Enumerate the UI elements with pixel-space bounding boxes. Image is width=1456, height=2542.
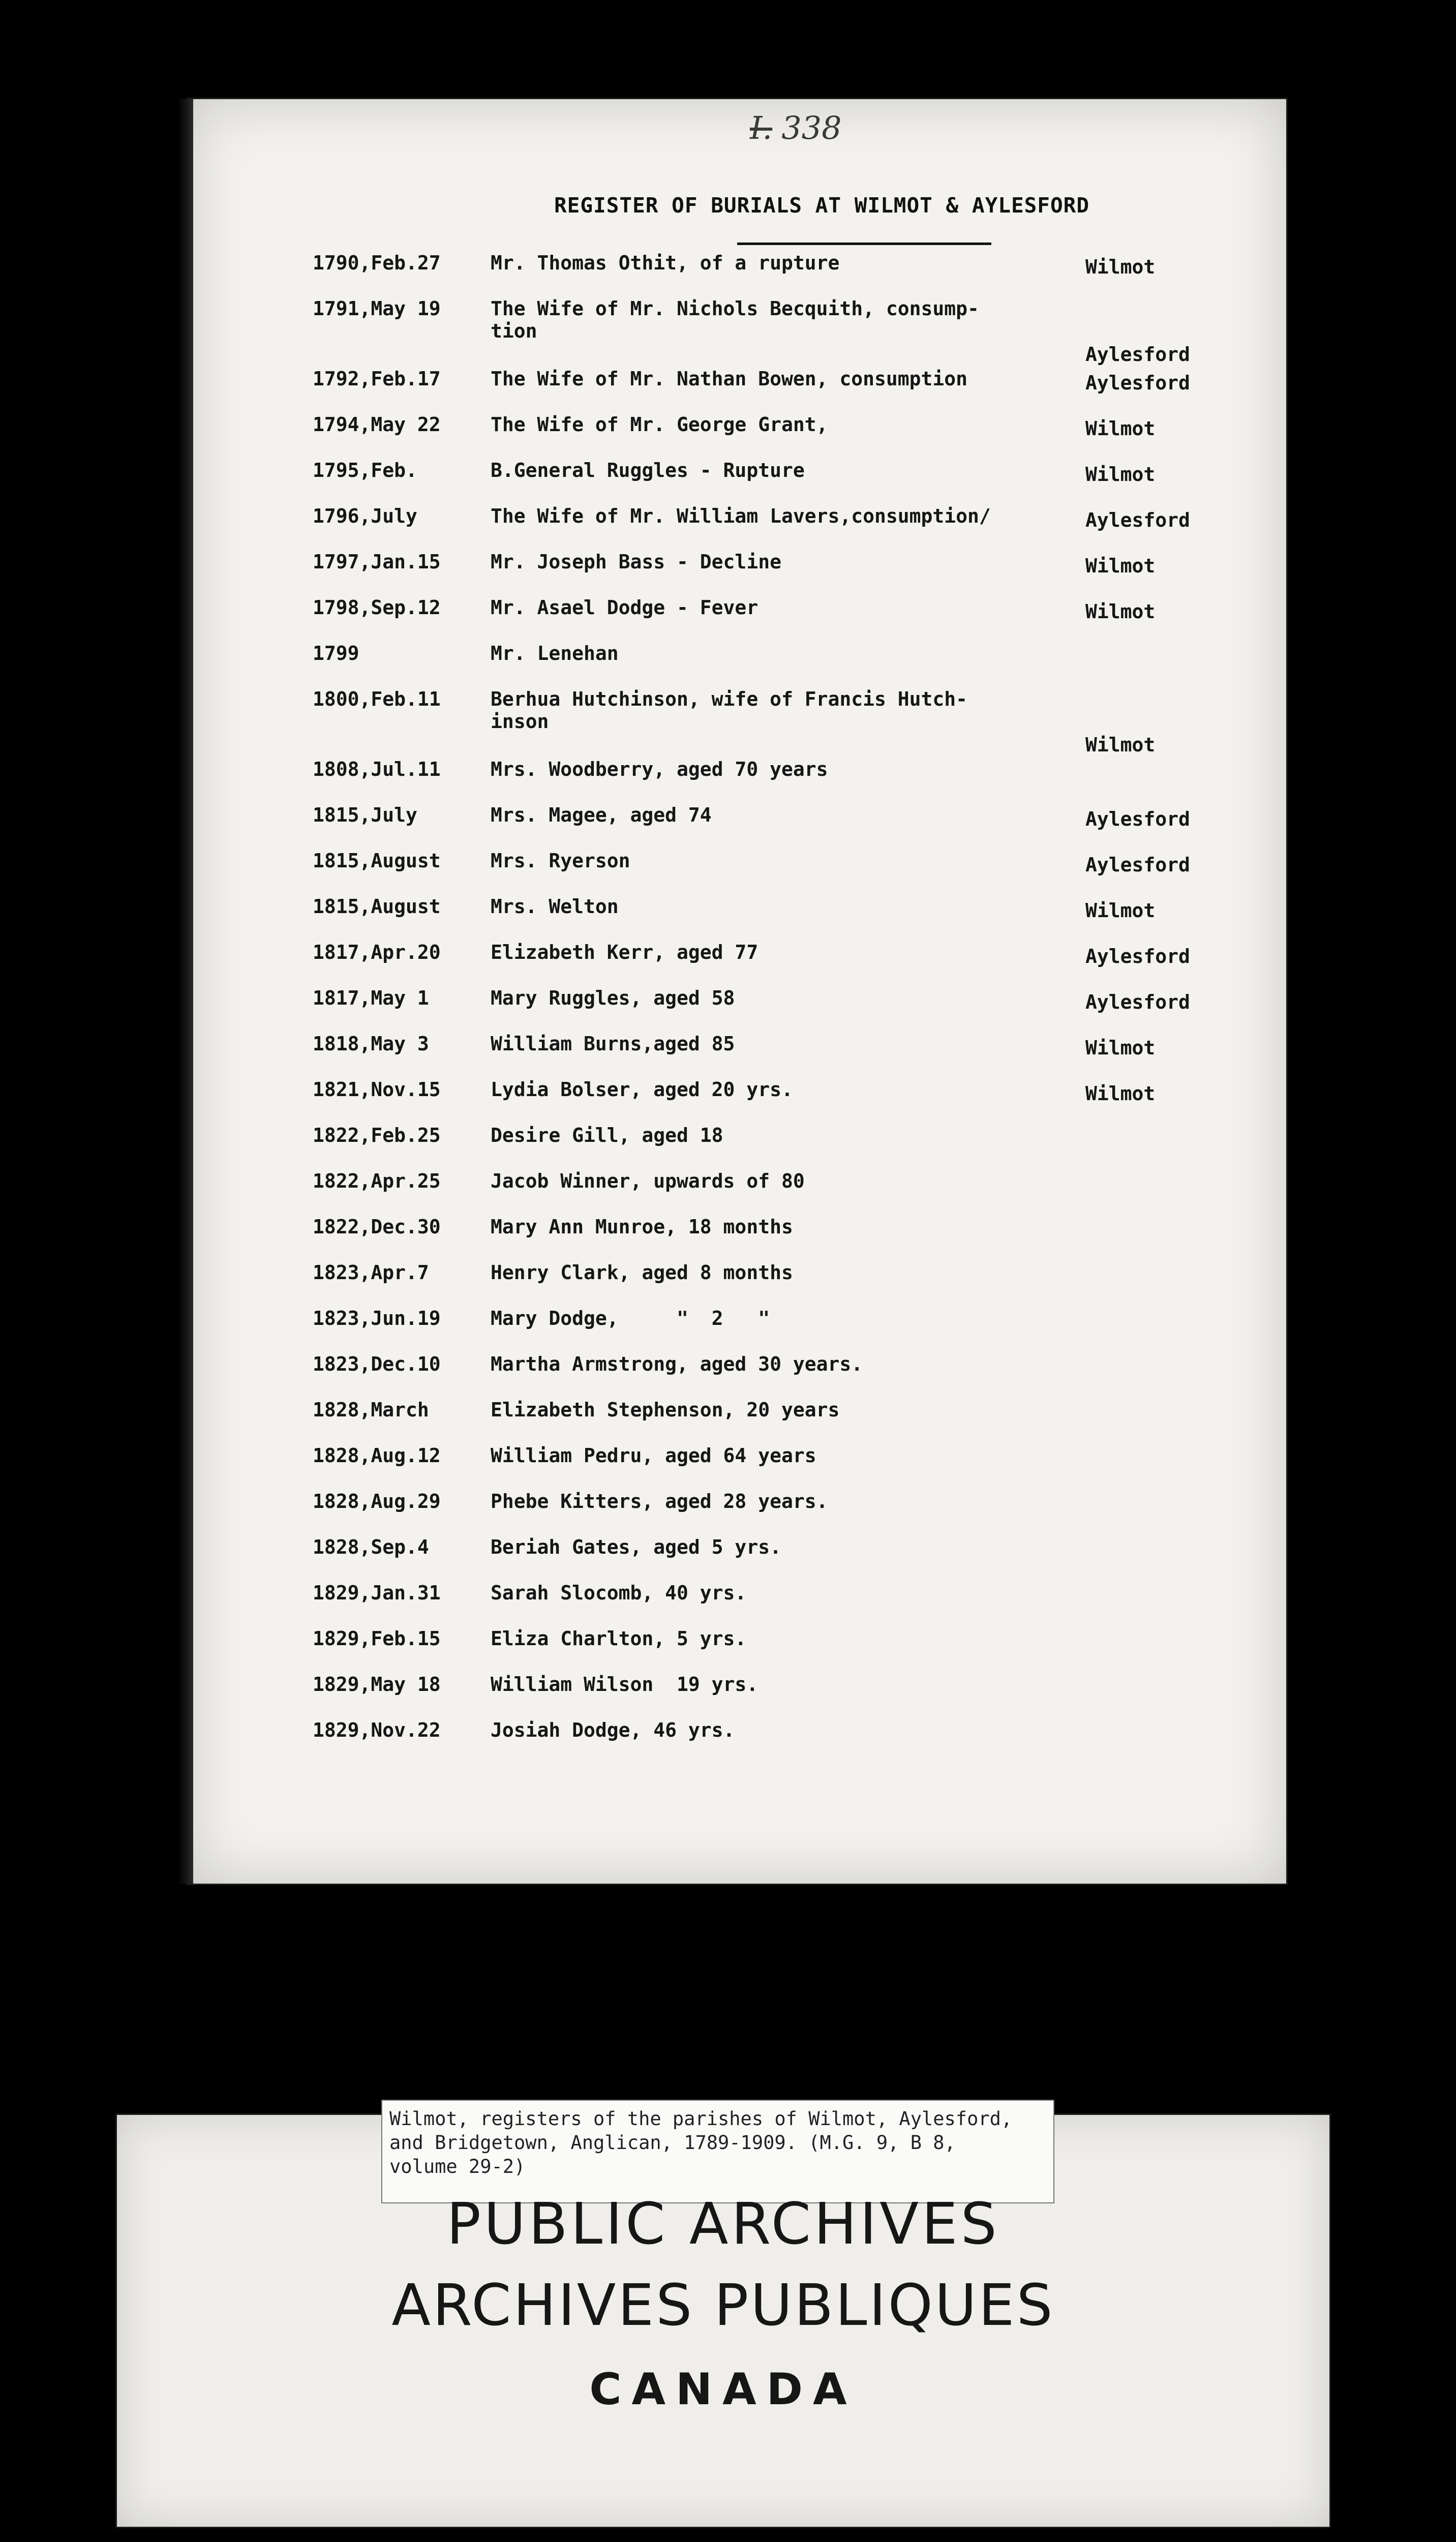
entry-date: 1794,May 22 [313,413,441,436]
entry-place: Wilmot [1085,256,1156,278]
entry-desc: The Wife of Mr. George Grant, [491,413,828,436]
burial-entry [313,459,1273,505]
burial-entry [313,1307,1273,1353]
archive-name-french: ARCHIVES PUBLIQUES [391,2273,1055,2339]
entry-date: 1828,Sep.4 [313,1536,429,1558]
burial-entry [313,1216,1273,1261]
burial-entry [313,505,1273,551]
entry-desc: Mr. Lenehan [491,642,619,664]
burial-entry [313,413,1273,459]
entry-desc: Sarah Slocomb, 40 yrs. [491,1582,747,1604]
entry-desc: Mr. Asael Dodge - Fever [491,596,759,619]
entry-place: Wilmot [1085,1037,1156,1059]
burial-entry [313,1627,1273,1673]
entry-desc: Mary Ruggles, aged 58 [491,987,735,1009]
catalogue-label-line: and Bridgetown, Anglican, 1789-1909. (M.G. 9, B 8, [389,2132,956,2154]
entry-place: Wilmot [1085,600,1156,623]
entry-place: Aylesford [1085,854,1190,876]
entry-date: 1796,July [313,505,417,527]
entry-date: 1828,March [313,1399,429,1421]
burial-entry [313,1078,1273,1124]
entry-date: 1795,Feb. [313,459,417,481]
burial-entry [313,895,1273,941]
catalogue-label [381,2100,1054,2203]
title-underline [737,243,991,245]
entry-desc: B.General Ruggles - Rupture [491,459,805,481]
entry-desc: The Wife of Mr. William Lavers,consumption/ [491,505,991,527]
entry-desc: Mr. Joseph Bass - Decline [491,551,781,573]
entry-date: 1823,Apr.7 [313,1261,429,1284]
entry-date: 1792,Feb.17 [313,368,441,390]
entry-date: 1815,August [313,895,441,918]
entry-date: 1800,Feb.11 [313,688,441,710]
entry-date: 1817,Apr.20 [313,941,441,963]
entry-place: Aylesford [1085,945,1190,967]
burial-entries [313,252,1273,1765]
entry-desc: Mary Dodge, " 2 " [491,1307,770,1329]
entry-date: 1829,Jan.31 [313,1582,441,1604]
entry-date: 1822,Dec.30 [313,1216,441,1238]
entry-date: 1828,Aug.12 [313,1444,441,1467]
catalogue-label-line: volume 29-2) [389,2156,526,2177]
entry-date: 1823,Jun.19 [313,1307,441,1329]
register-sheet [188,99,1286,1884]
entry-desc: Henry Clark, aged 8 months [491,1261,793,1284]
archive-name-english: PUBLIC ARCHIVES [446,2191,1000,2257]
register-title: REGISTER OF BURIALS AT WILMOT & AYLESFORD [554,193,1090,218]
burial-entry [313,987,1273,1033]
burial-entry [313,1124,1273,1170]
burial-entry [313,804,1273,850]
burial-entry [313,1033,1273,1078]
entry-date: 1797,Jan.15 [313,551,441,573]
entry-desc: Desire Gill, aged 18 [491,1124,723,1146]
archive-country: CANADA [589,2364,857,2415]
burial-entry [313,1444,1273,1490]
entry-date: 1822,Feb.25 [313,1124,441,1146]
burial-entry [313,850,1273,895]
entry-date: 1822,Apr.25 [313,1170,441,1192]
entry-desc: Lydia Bolser, aged 20 yrs. [491,1078,793,1101]
entry-date: 1829,May 18 [313,1673,441,1696]
entry-desc: Martha Armstrong, aged 30 years. [491,1353,863,1375]
burial-entry [313,1261,1273,1307]
entry-desc: Josiah Dodge, 46 yrs. [491,1719,735,1741]
burial-entry [313,368,1273,413]
entry-desc: Mrs. Magee, aged 74 [491,804,712,826]
entry-place: Aylesford [1085,991,1190,1013]
entry-date: 1817,May 1 [313,987,429,1009]
entry-place: Wilmot [1085,1082,1156,1105]
entry-place: Wilmot [1085,734,1156,756]
entry-place: Aylesford [1085,808,1190,830]
entry-date: 1821,Nov.15 [313,1078,441,1101]
entry-place: Wilmot [1085,463,1156,486]
entry-date: 1815,August [313,850,441,872]
entry-date: 1829,Nov.22 [313,1719,441,1741]
burial-entry [313,551,1273,596]
entry-desc: William Pedru, aged 64 years [491,1444,816,1467]
entry-desc: Jacob Winner, upwards of 80 [491,1170,805,1192]
entry-desc: Mrs. Ryerson [491,850,630,872]
archive-card [117,2108,1329,2527]
entry-desc: William Burns,aged 85 [491,1033,735,1055]
entry-desc: Mr. Thomas Othit, of a rupture [491,252,840,274]
entry-date: 1799 [313,642,359,664]
struck-page-number: I. [750,109,773,146]
burial-entry [313,1170,1273,1216]
entry-place: Wilmot [1085,899,1156,922]
entry-place: Aylesford [1085,372,1190,394]
entry-date: 1798,Sep.12 [313,596,441,619]
entry-desc: The Wife of Mr. Nathan Bowen, consumption [491,368,967,390]
burial-entry [313,1490,1273,1536]
entry-desc: Elizabeth Kerr, aged 77 [491,941,759,963]
burial-entry [313,596,1273,642]
catalogue-label-line: Wilmot, registers of the parishes of Wilmot, Aylesford, [389,2108,1013,2130]
entry-date: 1790,Feb.27 [313,252,441,274]
entry-place: Wilmot [1085,555,1156,577]
entry-desc: Mary Ann Munroe, 18 months [491,1216,793,1238]
entry-desc: Beriah Gates, aged 5 yrs. [491,1536,781,1558]
burial-entry [313,1536,1273,1582]
page-number: 338 [781,109,842,146]
entry-date: 1829,Feb.15 [313,1627,441,1650]
entry-date: 1823,Dec.10 [313,1353,441,1375]
burial-entry [313,252,1273,297]
catalogue-label-text [389,2107,1045,2178]
burial-entry [313,688,1273,758]
entry-desc: The Wife of Mr. Nichols Becquith, consump- tion [491,297,979,342]
entry-date: 1815,July [313,804,417,826]
entry-desc: Mrs. Welton [491,895,619,918]
burial-entry [313,1353,1273,1399]
burial-entry [313,941,1273,987]
burial-entry [313,1582,1273,1627]
entry-desc: Elizabeth Stephenson, 20 years [491,1399,840,1421]
entry-desc: Eliza Charlton, 5 yrs. [491,1627,747,1650]
burial-entry [313,758,1273,804]
entry-date: 1791,May 19 [313,297,441,320]
burial-entry [313,1719,1273,1765]
burial-entry [313,1673,1273,1719]
entry-date: 1808,Jul.11 [313,758,441,780]
entry-desc: William Wilson 19 yrs. [491,1673,759,1696]
burial-entry [313,642,1273,688]
entry-place: Aylesford [1085,509,1190,531]
burial-entry [313,297,1273,368]
entry-place: Aylesford [1085,343,1190,366]
entry-date: 1818,May 3 [313,1033,429,1055]
entry-desc: Mrs. Woodberry, aged 70 years [491,758,828,780]
entry-date: 1828,Aug.29 [313,1490,441,1512]
manuscript-page-number [750,109,842,146]
burial-entry [313,1399,1273,1444]
entry-desc: Phebe Kitters, aged 28 years. [491,1490,828,1512]
entry-place: Wilmot [1085,417,1156,440]
entry-desc: Berhua Hutchinson, wife of Francis Hutch- inson [491,688,967,733]
